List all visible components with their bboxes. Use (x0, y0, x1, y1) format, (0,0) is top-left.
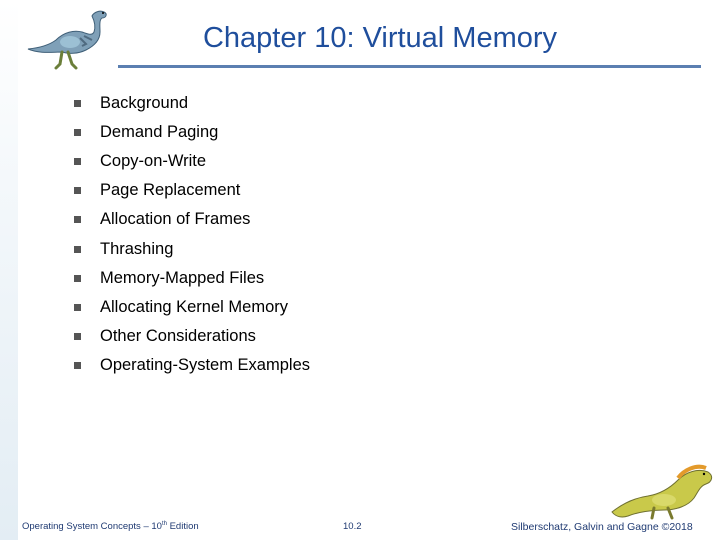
footer-book-suffix: Edition (166, 521, 199, 533)
square-bullet-icon (74, 158, 81, 165)
list-item (74, 205, 310, 234)
list-item-label: Copy-on-Write (100, 152, 207, 171)
list-item-label: Thrashing (100, 239, 174, 258)
list-item-label: Other Considerations (100, 326, 256, 345)
list-item (74, 234, 310, 263)
square-bullet-icon (74, 187, 81, 194)
list-item-label: Page Replacement (100, 181, 241, 200)
left-gradient-band (0, 0, 18, 540)
topic-list (74, 89, 310, 380)
list-item (74, 293, 310, 322)
footer-page-number: 10.2 (343, 521, 362, 532)
list-item-label: Demand Paging (100, 123, 219, 142)
square-bullet-icon (74, 246, 81, 253)
list-item (74, 176, 310, 205)
square-bullet-icon (74, 333, 81, 340)
list-item-label: Background (100, 94, 189, 113)
list-item (74, 322, 310, 351)
square-bullet-icon (74, 216, 81, 223)
list-item-label: Allocation of Frames (100, 210, 251, 229)
dinosaur-logo-bottom (608, 462, 716, 520)
square-bullet-icon (74, 304, 81, 311)
slide-title: Chapter 10: Virtual Memory (202, 22, 558, 54)
list-item-label: Operating-System Examples (100, 355, 310, 374)
list-item-label: Allocating Kernel Memory (100, 297, 288, 316)
list-item (74, 118, 310, 147)
square-bullet-icon (74, 129, 81, 136)
footer-book-prefix: Operating System Concepts – 10 (22, 521, 162, 533)
list-item (74, 147, 310, 176)
list-item (74, 89, 310, 118)
footer-book-sup: th (161, 521, 167, 527)
list-item (74, 351, 310, 380)
square-bullet-icon (74, 275, 81, 282)
footer-book-title (22, 521, 199, 532)
square-bullet-icon (74, 100, 81, 107)
footer-copyright: Silberschatz, Galvin and Gagne ©2018 (511, 521, 693, 533)
list-item (74, 264, 310, 293)
list-item-label: Memory-Mapped Files (100, 268, 265, 287)
title-divider (118, 65, 701, 68)
square-bullet-icon (74, 362, 81, 369)
